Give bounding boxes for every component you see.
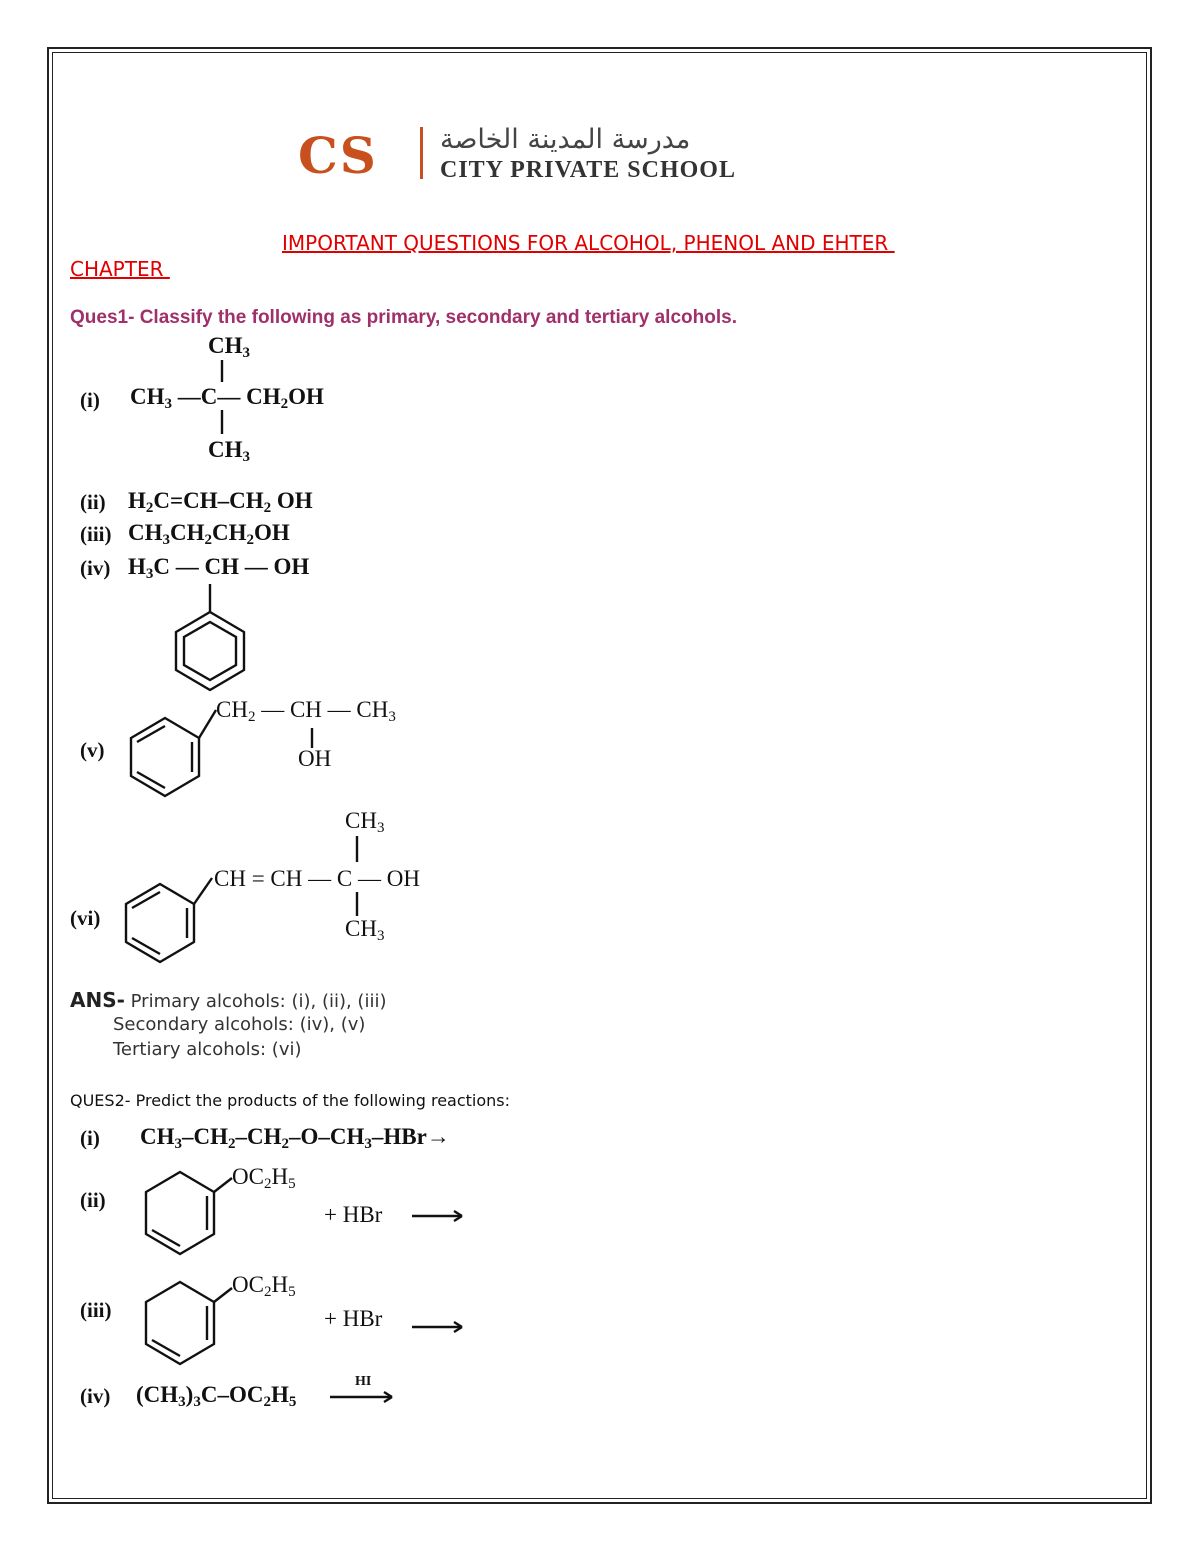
question-1-text: Ques1- Classify the following as primary, secondary and tertiary alcohols. bbox=[70, 307, 737, 328]
q1-i-bottom-group: $CH_3$ bbox=[208, 437, 250, 465]
school-logo-initials: CS bbox=[298, 126, 378, 185]
page-title-line1: IMPORTANT QUESTIONS FOR ALCOHOL, PHENOL AND EHTER bbox=[282, 231, 895, 255]
q2-item-i-label: (i) bbox=[80, 1126, 100, 1150]
q1-v-oh: OH bbox=[298, 746, 332, 771]
q2-item-iv-label: (iv) bbox=[80, 1384, 111, 1408]
q1-ii-formula: $H_2C=CH-CH_2$ OH bbox=[128, 488, 313, 516]
q1-iv-formula: $H_3C$ — CH — OH bbox=[128, 554, 310, 582]
q2-iii-substituent: $OC_2H_5$ bbox=[232, 1272, 296, 1300]
q2-ii-substituent: $OC_2H_5$ bbox=[232, 1164, 296, 1192]
q1-item-v-label: (v) bbox=[80, 738, 105, 762]
q2-item-ii-label: (ii) bbox=[80, 1188, 106, 1212]
q1-v-formula: $CH_2$ — CH — $CH_3$ bbox=[216, 697, 396, 725]
q1-vi-bottom-group: $CH_3$ bbox=[345, 916, 385, 944]
q1-item-vi-label: (vi) bbox=[70, 906, 101, 930]
q1-i-formula-main: $CH_3$ —C— $CH_2OH$ bbox=[130, 384, 324, 412]
answer-label: ANS- bbox=[70, 988, 125, 1012]
q1-item-ii-label: (ii) bbox=[80, 490, 106, 514]
answer-tertiary: Tertiary alcohols: (vi) bbox=[113, 1039, 302, 1060]
question-2-text: QUES2- Predict the products of the following reactions: bbox=[70, 1091, 511, 1110]
q1-item-iii-label: (iii) bbox=[80, 522, 112, 546]
logo-divider bbox=[420, 127, 423, 179]
q2-iv-reagent-over-arrow: HI bbox=[355, 1374, 372, 1389]
q1-iii-formula: $CH_3CH_2CH_2OH$ bbox=[128, 520, 290, 548]
page-title-line2: CHAPTER bbox=[70, 257, 170, 281]
school-name-arabic: مدرسة المدينة الخاصة bbox=[440, 124, 691, 155]
q2-i-formula: $CH_3-CH_2-CH_2-O-CH_3-HBr\to$ bbox=[140, 1124, 450, 1152]
q2-item-iii-label: (iii) bbox=[80, 1298, 112, 1322]
answer-secondary: Secondary alcohols: (iv), (v) bbox=[113, 1014, 366, 1035]
q2-iv-arrow bbox=[0, 0, 1, 1]
q1-vi-formula: CH = CH — C — OH bbox=[214, 866, 420, 891]
page-border-inner bbox=[52, 52, 1147, 1499]
answer-primary: ANS- Primary alcohols: (i), (ii), (iii) bbox=[70, 988, 387, 1012]
q2-iii-reagent: + HBr bbox=[324, 1306, 383, 1331]
school-name-english: CITY PRIVATE SCHOOL bbox=[440, 157, 736, 183]
q2-iv-formula: $(CH_3)_3C-OC_2H_5$ bbox=[136, 1382, 297, 1410]
q2-ii-reagent: + HBr bbox=[324, 1202, 383, 1227]
q1-item-i-label: (i) bbox=[80, 388, 100, 412]
q1-vi-top-group: $CH_3$ bbox=[345, 808, 385, 836]
q1-i-top-group: $CH_3$ bbox=[208, 333, 250, 361]
q1-item-iv-label: (iv) bbox=[80, 556, 111, 580]
